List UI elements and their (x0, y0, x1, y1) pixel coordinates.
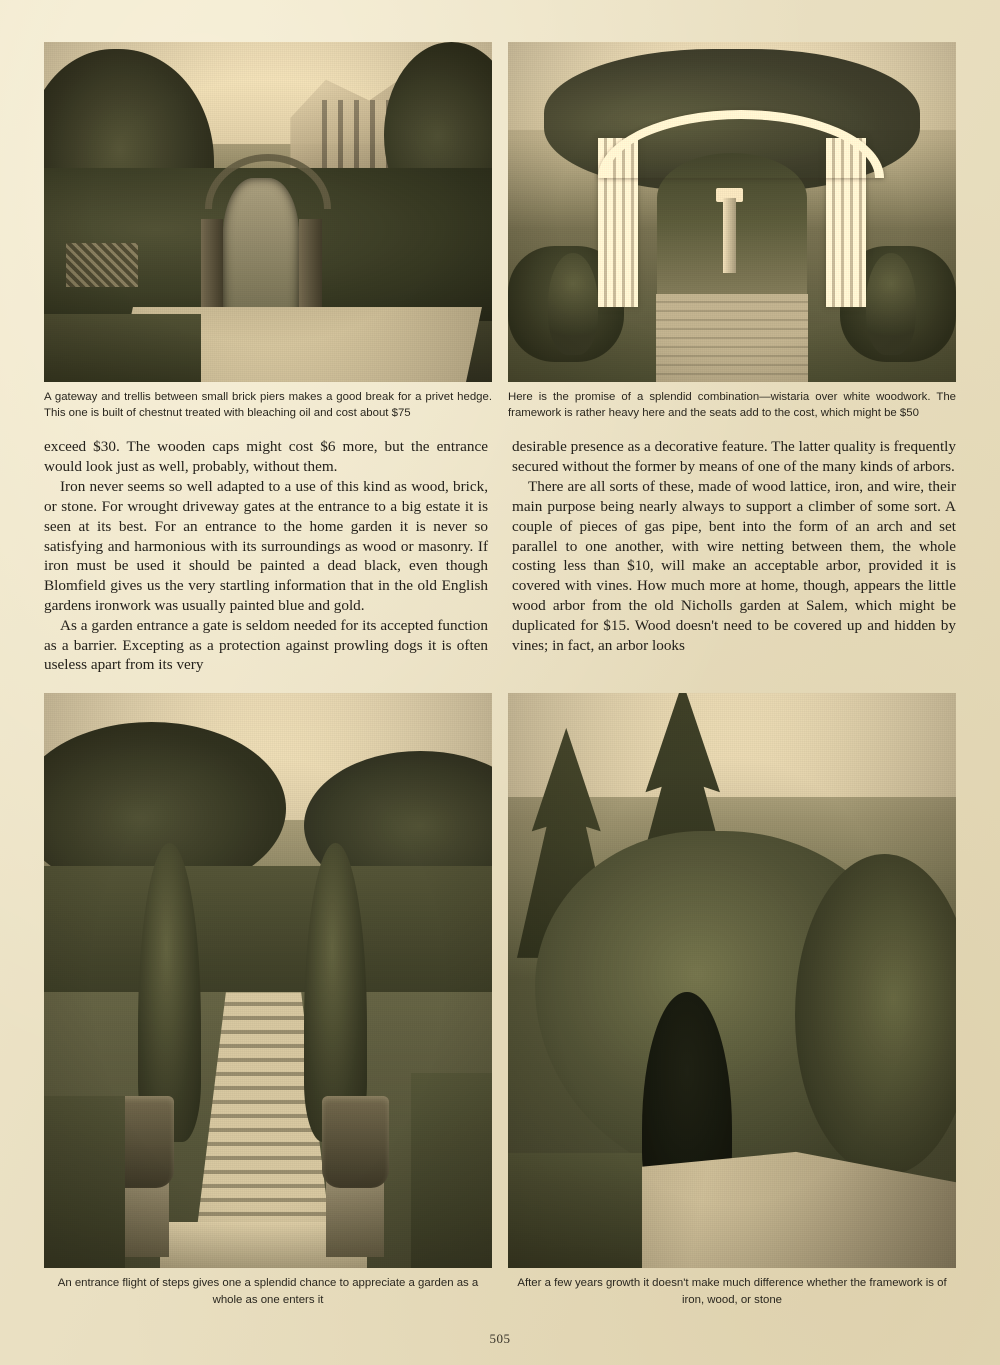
lattice-fence (66, 243, 138, 287)
photo-gateway-trellis (44, 42, 492, 382)
lawn (508, 1153, 642, 1268)
sapling-left (548, 253, 597, 355)
body-column-left (44, 437, 488, 675)
figure-entrance-steps (44, 693, 492, 1307)
paragraph: As a garden entrance a gate is seldom needed for its accepted function as a barrier. Excepting as a protection against prowling dogs it is often useless apart from its very (44, 616, 488, 674)
lawn (44, 314, 201, 382)
brick-pier-left (201, 219, 223, 307)
body-column-right (512, 437, 956, 675)
figure-caption: A gateway and trellis between small brick piers makes a good break for a privet hedge. This one is built of chestnut treated with bleaching oil and cost about $75 (44, 391, 492, 420)
figure-caption: Here is the promise of a splendid combination—wistaria over white woodwork. The framework is rather heavy here and the seats add to the cost, which might be $50 (508, 391, 956, 420)
paragraph: exceed $30. The wooden caps might cost $6 more, but the entrance would look just as well, probably, without them. (44, 438, 488, 476)
page-number: 505 (489, 1331, 511, 1346)
photo-overgrown-vine-arbor (508, 693, 956, 1268)
paragraph: Iron never seems so well adapted to a use of this kind as wood, brick, or stone. For wrought driveway gates at the entrance to a big estate it is seen at its best. For an entrance to the home garden it is never so satisfying and harmonious with its surroundings as wood or masonry. If iron must be used it should be painted a dead black, even though Blomfield gives us the very startling information that in the old English gardens ironwork was usually painted blue and gold. (44, 478, 488, 614)
top-figure-row (44, 42, 956, 421)
pedestal-right (326, 1176, 384, 1257)
bottom-figure-row (44, 693, 956, 1307)
figure-overgrown-arbor (508, 693, 956, 1307)
gateway-opening (223, 178, 299, 321)
sundial-pedestal (723, 198, 736, 273)
figure-wistaria-white-woodwork (508, 42, 956, 421)
photo-entrance-flight-of-steps (44, 693, 492, 1268)
figure-gateway-trellis (44, 42, 492, 421)
paragraph: desirable presence as a decorative feature. The latter quality is frequently secured without the former by means of one of the many kinds of arbors. (512, 438, 956, 476)
background-hedge (44, 866, 492, 993)
sapling-right (866, 253, 915, 355)
brick-path (656, 294, 808, 382)
lawn-right (411, 1073, 492, 1269)
brick-pier-right (299, 219, 321, 307)
figure-caption: An entrance flight of steps gives one a splendid chance to appreciate a garden as a whole as one enters it (57, 1277, 479, 1306)
plant-tub-right (322, 1096, 389, 1188)
page-content (44, 42, 956, 1308)
body-text (44, 437, 956, 675)
arbor-top-arch (598, 110, 885, 178)
photo-white-lattice-arbor (508, 42, 956, 382)
paragraph: There are all sorts of these, made of wood lattice, iron, and wire, their main purpose being nearly always to support a climber of some sort. A couple of pieces of gas pipe, bent into the form of an arch and set parallel to one another, with wire netting between them, the whole costing less than $10, will make an acceptable arbor, provided it is covered with vines. How much more at home, though, appears the little wood arbor from the old Nicholls garden at Salem, which might be duplicated for $15. Wood doesn't need to be covered up and hidden by vines; in fact, an arbor looks (512, 478, 956, 654)
figure-caption: After a few years growth it doesn't make much difference whether the framework is of iron, wood, or stone (517, 1277, 947, 1306)
lawn-left (44, 1096, 125, 1269)
